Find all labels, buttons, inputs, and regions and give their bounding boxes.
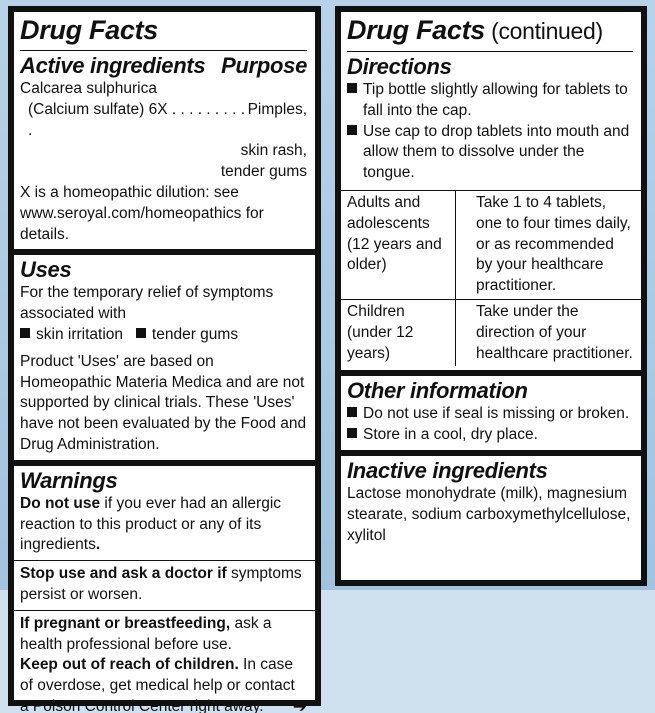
ingredient-name: Calcarea sulphurica <box>20 80 157 97</box>
active-ingredients-header <box>20 53 307 79</box>
warning-do-not-use: Do not use if you ever had an allergic reaction to this product or any of its ingredients. <box>20 494 282 554</box>
inactive-ingredients-heading: Inactive ingredients <box>347 457 548 483</box>
divider <box>14 560 315 561</box>
uses-heading: Uses <box>20 257 72 283</box>
bullet-icon <box>347 125 357 135</box>
direction-item: Tip bottle slightly allowing for tablets to fall into the cap. <box>347 80 633 122</box>
bullet-icon <box>136 328 146 338</box>
other-info-item: Do not use if seal is missing or broken. <box>347 404 633 425</box>
use-item: tender gums <box>151 325 239 343</box>
dilution-note: X is a homeopathic dilution: see www.seroyal.com/homeopathics for details. <box>20 183 264 243</box>
purpose-3: tender gums <box>220 163 307 181</box>
other-information-heading: Other information <box>347 378 528 404</box>
warning-pregnant: If pregnant or breastfeeding, ask a health professional before use. <box>20 614 272 653</box>
dosage-table <box>341 190 641 366</box>
drug-facts-title: Drug Facts <box>20 14 307 51</box>
dosage-amount-adults: Take 1 to 4 tablets, one to four times daily, or as recommended by your healthcare practitioner. <box>476 193 631 295</box>
ingredient-sub: (Calcium sulfate) 6X . . . . . . . . . . <box>28 100 246 139</box>
directions-section <box>341 12 641 376</box>
warning-children: Keep out of reach of children. In case of overdose, get medical help or contact a Poison Control Center right away. ➔ <box>20 655 307 713</box>
active-ingredients-section <box>14 12 315 255</box>
directions-heading: Directions <box>347 54 452 79</box>
dosage-who-children: Children (under 12 years) <box>341 299 456 366</box>
use-item: skin irritation <box>36 325 123 343</box>
uses-section <box>14 255 315 465</box>
purpose-heading: Purpose <box>221 53 307 78</box>
drug-facts-panel-right <box>335 6 647 586</box>
bullet-icon <box>20 328 30 338</box>
warning-stop-use: Stop use and ask a doctor if symptoms persist or worsen. <box>20 565 302 603</box>
other-info-item: Store in a cool, dry place. <box>347 425 633 446</box>
active-ingredients-heading: Active ingredients <box>20 53 206 78</box>
ingredient-row <box>20 100 307 142</box>
divider <box>14 610 315 611</box>
dosage-amount-children: Take under the direction of your healthcare practitioner. <box>456 299 641 366</box>
inactive-ingredients-section <box>341 456 641 550</box>
arrow-right-icon: ➔ <box>292 696 307 713</box>
warnings-heading: Warnings <box>20 467 118 493</box>
directions-list <box>347 80 633 184</box>
bullet-icon <box>347 407 357 417</box>
bullet-icon <box>347 83 357 93</box>
purpose-2: skin rash, <box>240 142 307 160</box>
dosage-who-adults: Adults and adolescents (12 years and older) <box>341 191 456 299</box>
other-information-list <box>347 404 633 446</box>
inactive-ingredients-text: Lactose monohydrate (milk), magnesium stearate, sodium carboxymethylcellulose, xylitol <box>347 484 631 544</box>
drug-facts-continued-title: Drug Facts (continued) <box>347 14 633 52</box>
uses-text: For the temporary relief of symptoms associated with <box>20 284 274 323</box>
uses-list <box>20 325 307 346</box>
purpose-1: Pimples, <box>247 100 307 118</box>
direction-item: Use cap to drop tablets into mouth and allow them to dissolve under the tongue. <box>347 122 633 184</box>
warnings-section <box>14 466 315 713</box>
drug-facts-panel-left <box>8 6 321 713</box>
other-information-section <box>341 376 641 456</box>
bullet-icon <box>347 428 357 438</box>
uses-disclaimer: Product 'Uses' are based on Homeopathic Materia Medica and are not supported by clinical trials. These 'Uses' have not been evaluated by the Food and Drug Administration. <box>20 352 307 453</box>
